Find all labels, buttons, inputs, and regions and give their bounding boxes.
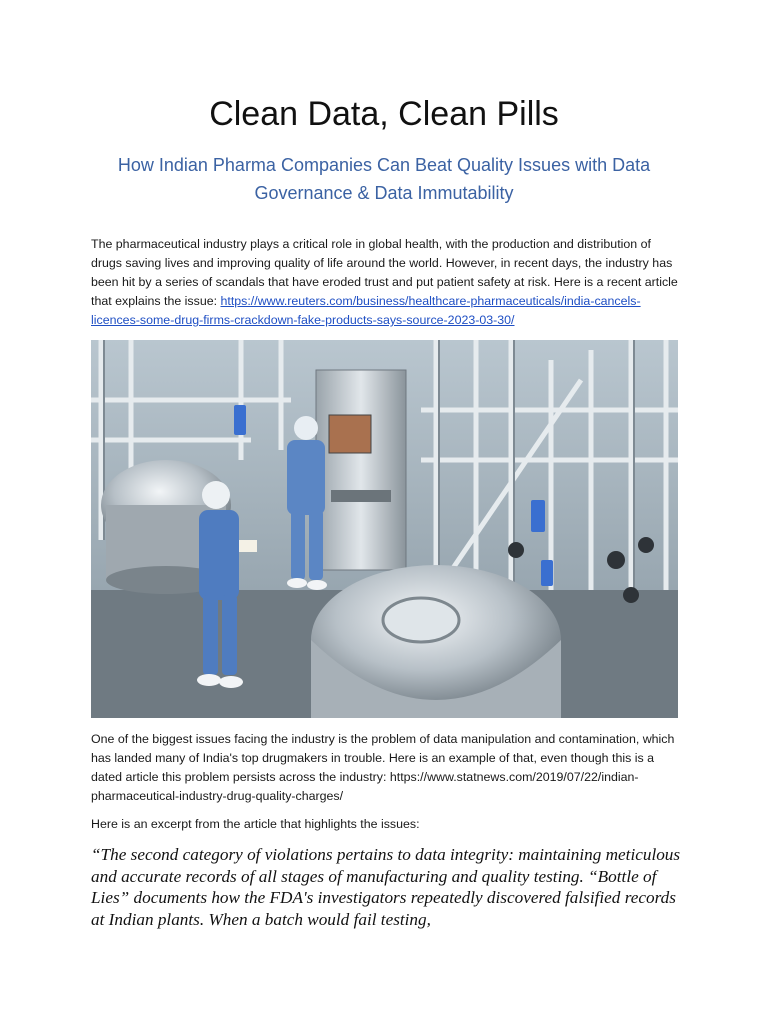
tank-front-manway <box>383 598 459 642</box>
intro-paragraph <box>91 235 681 330</box>
cabinet-panel <box>331 490 391 502</box>
excerpt-intro: Here is an excerpt from the article that highlights the issues: <box>91 817 420 831</box>
cleanroom-illustration <box>91 340 678 718</box>
page-subtitle: How Indian Pharma Companies Can Beat Quality Issues with Data Governance & Data Immutability <box>117 155 651 203</box>
intro-text: The pharmaceutical industry plays a critical role in global health, with the production and distribution of drugs saving lives and improving quality of life around the world. However, in recent days, the industry has been hit by a series of scandals that have eroded trust and put patient safety at risk. Here is a recent article that explains the issue: <box>91 237 678 308</box>
article-quote: “The second category of violations pertains to data integrity: maintaining meticulous and accurate records of all stages of manufacturing and quality testing. “Bottle of Lies” documents how the FDA's investigators repeatedly discovered falsified records at Indian plants. When a batch would fail testing, <box>91 845 681 929</box>
cleanroom-photo <box>91 340 678 718</box>
page-title: Clean Data, Clean Pills <box>209 95 559 133</box>
issues-paragraph: One of the biggest issues facing the industry is the problem of data manipulation and contamination, which has landed many of India's top drugmakers in trouble. Here is an example of that, even though this is a dated article this problem persists across the industry: https://www.statnews.com/2019/07/22/indian-pharmaceutical-industry-drug-quality-charges/ <box>91 732 675 803</box>
control-cabinet <box>316 370 406 570</box>
cabinet-screen <box>329 415 371 453</box>
reuters-article-link[interactable]: https://www.reuters.com/business/healthcare-pharmaceuticals/india-cancels-licences-some-drug-firms-crackdown-fake-products-says-source-2023-03-30/ <box>91 294 641 327</box>
